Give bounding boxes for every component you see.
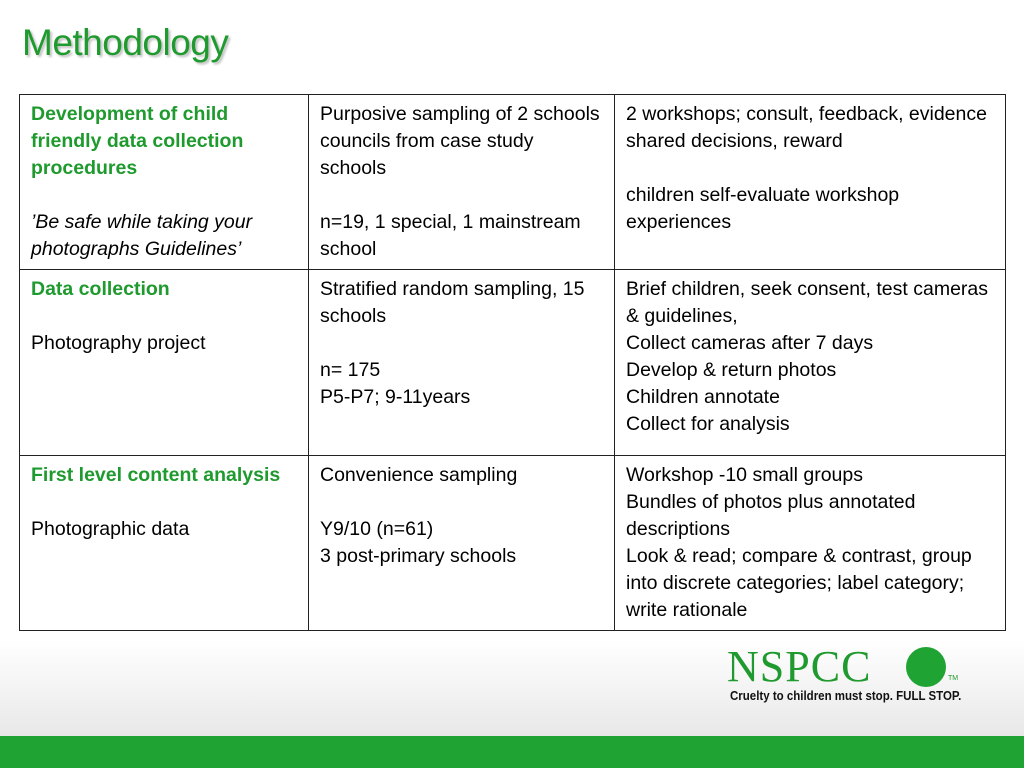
logo-tagline: Cruelty to children must stop. FULL STOP.: [730, 689, 962, 703]
table-cell-activities: [615, 270, 1006, 456]
stage-heading: Data collection: [31, 278, 170, 300]
stage-note: ’Be safe while taking your photographs Guidelines’: [31, 211, 253, 260]
stage-heading: First level content analysis: [31, 464, 281, 486]
slide-title: Methodology: [22, 22, 229, 63]
activity-text: children self-evaluate workshop experiences: [626, 184, 900, 233]
table-cell-sampling: [309, 95, 615, 270]
sampling-text: Convenience sampling: [320, 464, 518, 486]
activity-line: Look & read; compare & contrast, group into discrete categories; label category; write rationale: [626, 545, 972, 621]
table-cell-stage: [20, 95, 309, 270]
logo-trademark: TM: [948, 675, 959, 682]
table-cell-sampling: [309, 270, 615, 456]
table-cell-stage: [20, 456, 309, 631]
stage-note: Photography project: [31, 332, 206, 354]
activity-line: Develop & return photos: [626, 359, 837, 381]
table-row: [20, 270, 1006, 456]
sample-size-line: Y9/10 (n=61): [320, 518, 434, 540]
activity-line: Collect for analysis: [626, 413, 790, 435]
stage-note: Photographic data: [31, 518, 190, 540]
table-cell-activities: [615, 456, 1006, 631]
logo-wordmark: NSPCC: [727, 642, 872, 691]
table-cell-sampling: [309, 456, 615, 631]
activity-line: Bundles of photos plus annotated descriptions: [626, 491, 916, 540]
sampling-text: Stratified random sampling, 15 schools: [320, 278, 585, 327]
table-row: [20, 95, 1006, 270]
methodology-table: [19, 94, 1006, 631]
sample-size-text: n=19, 1 special, 1 mainstream school: [320, 211, 581, 260]
nspcc-logo: [727, 642, 967, 707]
activity-line: Collect cameras after 7 days: [626, 332, 874, 354]
sample-size-line: P5-P7; 9-11years: [320, 386, 471, 408]
table-cell-activities: [615, 95, 1006, 270]
sample-size-line: n= 175: [320, 359, 381, 381]
sampling-text: Purposive sampling of 2 schools councils from case study schools: [320, 103, 600, 179]
stage-heading: Development of child friendly data collection procedures: [31, 103, 244, 179]
footer-bar: [0, 736, 1024, 768]
table-row: [20, 456, 1006, 631]
activity-text: 2 workshops; consult, feedback, evidence shared decisions, reward: [626, 103, 987, 152]
logo-dot-icon: [906, 647, 946, 687]
activity-line: Workshop -10 small groups: [626, 464, 863, 486]
activity-line: Brief children, seek consent, test cameras & guidelines,: [626, 278, 988, 327]
table-cell-stage: [20, 270, 309, 456]
sample-size-line: 3 post-primary schools: [320, 545, 517, 567]
activity-line: Children annotate: [626, 386, 780, 408]
